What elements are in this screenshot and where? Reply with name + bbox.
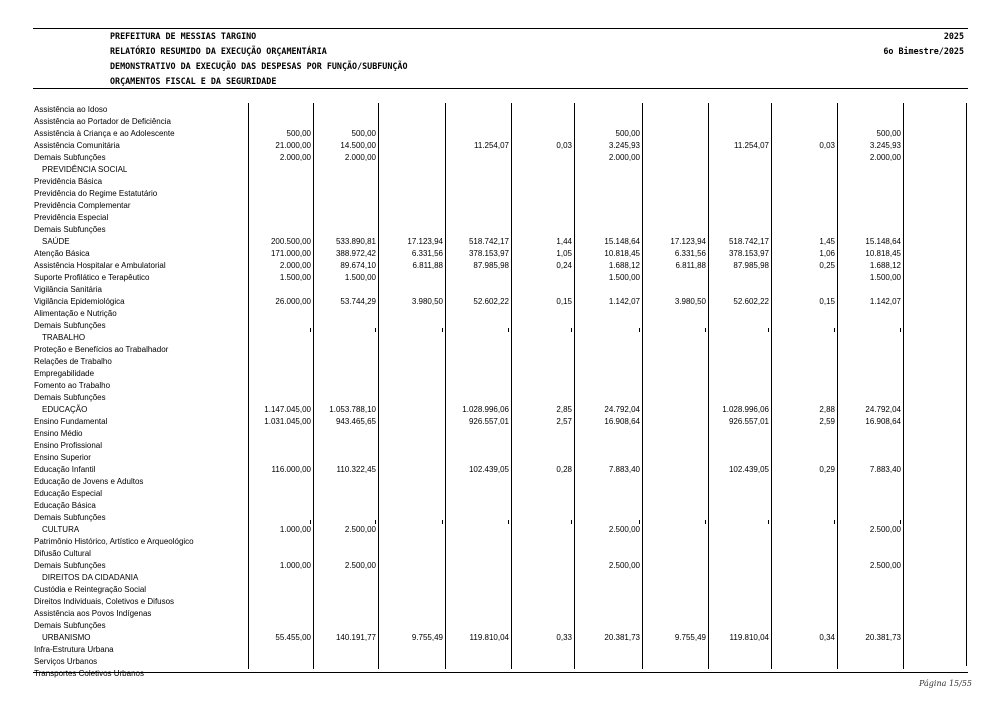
- subfunction-row: [0, 284, 1000, 296]
- value-cell: 3.245,93: [608, 141, 640, 150]
- subfunction-row: [0, 512, 1000, 524]
- row-label: Vigilância Sanitária: [34, 285, 102, 294]
- row-label: Suporte Profilático e Terapêutico: [34, 273, 150, 282]
- row-label: EDUCAÇÃO: [42, 405, 88, 414]
- value-cell: 1.142,07: [869, 297, 901, 306]
- value-cell: 16.908,64: [604, 417, 640, 426]
- row-label: Empregabilidade: [34, 369, 95, 378]
- subfunction-row: [0, 608, 1000, 620]
- subfunction-row: [0, 320, 1000, 332]
- budgets-title: ORÇAMENTOS FISCAL E DA SEGURIDADE: [110, 76, 277, 86]
- value-cell: 9.755,49: [674, 633, 706, 642]
- subfunction-row: [0, 620, 1000, 632]
- value-cell: 533.890,81: [335, 237, 376, 246]
- row-label: Previdência do Regime Estatutário: [34, 189, 158, 198]
- header-rule: [33, 88, 968, 89]
- subfunction-row: [0, 248, 1000, 260]
- value-cell: 2.000,00: [608, 153, 640, 162]
- value-cell: 518.742,17: [728, 237, 769, 246]
- value-cell: 1.688,12: [869, 261, 901, 270]
- value-cell: 0,24: [556, 261, 572, 270]
- row-label: Ensino Médio: [34, 429, 83, 438]
- subfunction-row: [0, 212, 1000, 224]
- demonstrative-title: DEMONSTRATIVO DA EXECUÇÃO DAS DESPESAS POR FUNÇÃO/SUBFUNÇÃO: [110, 61, 408, 71]
- value-cell: 2,59: [819, 417, 835, 426]
- value-cell: 15.148,64: [865, 237, 901, 246]
- value-cell: 1.142,07: [608, 297, 640, 306]
- value-cell: 943.465,65: [335, 417, 376, 426]
- period: 6o Bimestre/2025: [883, 46, 964, 56]
- value-cell: 500,00: [286, 129, 311, 138]
- value-cell: 0,25: [819, 261, 835, 270]
- value-cell: 2.500,00: [608, 525, 640, 534]
- subfunction-row: [0, 128, 1000, 140]
- value-cell: 6.811,88: [675, 261, 706, 270]
- subfunction-row: [0, 344, 1000, 356]
- value-cell: 7.883,40: [608, 465, 640, 474]
- row-label: Assistência aos Povos Indígenas: [34, 609, 152, 618]
- value-cell: 10.818,45: [865, 249, 901, 258]
- subfunction-row: [0, 596, 1000, 608]
- value-cell: 16.908,64: [865, 417, 901, 426]
- org-title: PREFEITURA DE MESSIAS TARGINO: [110, 31, 257, 41]
- value-cell: 52.602,22: [473, 297, 509, 306]
- subfunction-row: [0, 488, 1000, 500]
- value-cell: 2.500,00: [344, 561, 376, 570]
- row-label: Demais Subfunções: [34, 321, 106, 330]
- row-label: Demais Subfunções: [34, 153, 106, 162]
- value-cell: 15.148,64: [604, 237, 640, 246]
- value-cell: 9.755,49: [411, 633, 443, 642]
- value-cell: 1.147.045,00: [264, 405, 311, 414]
- subfunction-row: [0, 656, 1000, 668]
- value-cell: 200.500,00: [270, 237, 311, 246]
- value-cell: 14.500,00: [340, 141, 376, 150]
- value-cell: 1.000,00: [279, 561, 311, 570]
- row-label: URBANISMO: [42, 633, 91, 642]
- row-label: Previdência Especial: [34, 213, 109, 222]
- row-label: Educação de Jovens e Adultos: [34, 477, 144, 486]
- row-label: TRABALHO: [42, 333, 86, 342]
- value-cell: 116.000,00: [271, 465, 311, 474]
- value-cell: 55.455,00: [275, 633, 311, 642]
- row-label: Demais Subfunções: [34, 225, 106, 234]
- value-cell: 7.883,40: [869, 465, 901, 474]
- value-cell: 2,88: [819, 405, 835, 414]
- row-label: CULTURA: [42, 525, 80, 534]
- subfunction-row: [0, 500, 1000, 512]
- subfunction-row: [0, 668, 1000, 680]
- value-cell: 11.254,07: [474, 141, 509, 150]
- row-label: Previdência Básica: [34, 177, 103, 186]
- value-cell: 500,00: [615, 129, 640, 138]
- row-label: PREVIDÊNCIA SOCIAL: [42, 165, 128, 174]
- value-cell: 1,06: [819, 249, 835, 258]
- value-cell: 2.500,00: [608, 561, 640, 570]
- row-label: Patrimônio Histórico, Artístico e Arqueológico: [34, 537, 194, 546]
- function-row: [0, 404, 1000, 416]
- subfunction-row: [0, 188, 1000, 200]
- value-cell: 3.980,50: [411, 297, 443, 306]
- value-cell: 6.811,88: [412, 261, 443, 270]
- subfunction-row: [0, 152, 1000, 164]
- value-cell: 102.439,05: [728, 465, 769, 474]
- row-label: Ensino Profissional: [34, 441, 103, 450]
- row-label: SAÚDE: [42, 237, 70, 246]
- row-label: Ensino Superior: [34, 453, 91, 462]
- value-cell: 110.322,45: [336, 465, 376, 474]
- function-row: [0, 164, 1000, 176]
- value-cell: 1.500,00: [608, 273, 640, 282]
- page-number: Página 15/55: [919, 679, 972, 688]
- value-cell: 20.381,73: [865, 633, 901, 642]
- value-cell: 0,03: [819, 141, 835, 150]
- value-cell: 102.439,05: [468, 465, 509, 474]
- subfunction-row: [0, 560, 1000, 572]
- value-cell: 378.153,97: [468, 249, 509, 258]
- row-label: Demais Subfunções: [34, 561, 106, 570]
- row-label: Relações de Trabalho: [34, 357, 112, 366]
- value-cell: 2.500,00: [869, 525, 901, 534]
- value-cell: 87.985,98: [733, 261, 769, 270]
- row-label: Demais Subfunções: [34, 393, 106, 402]
- row-label: Educação Infantil: [34, 465, 96, 474]
- row-label: Educação Especial: [34, 489, 103, 498]
- subfunction-row: [0, 200, 1000, 212]
- value-cell: 518.742,17: [468, 237, 509, 246]
- value-cell: 2.000,00: [279, 261, 311, 270]
- row-label: Alimentação e Nutrição: [34, 309, 117, 318]
- row-label: Infra-Estrutura Urbana: [34, 645, 114, 654]
- row-label: Fomento ao Trabalho: [34, 381, 111, 390]
- function-row: [0, 332, 1000, 344]
- value-cell: 6.331,56: [674, 249, 706, 258]
- row-label: Assistência à Criança e ao Adolescente: [34, 129, 175, 138]
- value-cell: 17.123,94: [670, 237, 706, 246]
- row-label: Atenção Básica: [34, 249, 90, 258]
- value-cell: 926.557,01: [468, 417, 509, 426]
- value-cell: 0,33: [556, 633, 572, 642]
- value-cell: 0,28: [556, 465, 572, 474]
- value-cell: 500,00: [876, 129, 901, 138]
- report-title: RELATÓRIO RESUMIDO DA EXECUÇÃO ORÇAMENTÁRIA: [110, 46, 327, 56]
- value-cell: 171.000,00: [270, 249, 311, 258]
- subfunction-row: [0, 140, 1000, 152]
- row-label: DIREITOS DA CIDADANIA: [42, 573, 139, 582]
- value-cell: 3.245,93: [869, 141, 901, 150]
- value-cell: 0,15: [819, 297, 835, 306]
- function-row: [0, 524, 1000, 536]
- subfunction-row: [0, 116, 1000, 128]
- subfunction-row: [0, 392, 1000, 404]
- subfunction-row: [0, 440, 1000, 452]
- value-cell: 1.000,00: [279, 525, 311, 534]
- value-cell: 3.980,50: [674, 297, 706, 306]
- value-cell: 1.500,00: [344, 273, 376, 282]
- subfunction-row: [0, 356, 1000, 368]
- value-cell: 1.500,00: [279, 273, 311, 282]
- subfunction-row: [0, 644, 1000, 656]
- year: 2025: [943, 31, 964, 41]
- subfunction-row: [0, 548, 1000, 560]
- value-cell: 1.688,12: [608, 261, 640, 270]
- subfunction-row: [0, 260, 1000, 272]
- subfunction-row: [0, 428, 1000, 440]
- subfunction-row: [0, 536, 1000, 548]
- row-label: Proteção e Benefícios ao Trabalhador: [34, 345, 169, 354]
- row-label: Demais Subfunções: [34, 513, 106, 522]
- row-label: Assistência ao Portador de Deficiência: [34, 117, 171, 126]
- value-cell: 1.031.045,00: [264, 417, 311, 426]
- value-cell: 87.985,98: [473, 261, 509, 270]
- row-label: Educação Básica: [34, 501, 96, 510]
- value-cell: 1.500,00: [869, 273, 901, 282]
- row-label: Custódia e Reintegração Social: [34, 585, 147, 594]
- row-label: Transportes Coletivos Urbanos: [34, 669, 144, 678]
- row-label: Difusão Cultural: [34, 549, 91, 558]
- row-label: Ensino Fundamental: [34, 417, 108, 426]
- value-cell: 2,85: [556, 405, 572, 414]
- subfunction-row: [0, 272, 1000, 284]
- subfunction-row: [0, 296, 1000, 308]
- value-cell: 21.000,00: [275, 141, 311, 150]
- top-rule: [33, 28, 968, 29]
- row-label: Direitos Individuais, Coletivos e Difusos: [34, 597, 175, 606]
- value-cell: 52.602,22: [733, 297, 769, 306]
- value-cell: 24.792,04: [604, 405, 640, 414]
- value-cell: 1.028.996,06: [722, 405, 769, 414]
- value-cell: 0,34: [819, 633, 835, 642]
- value-cell: 500,00: [351, 129, 376, 138]
- function-row: [0, 236, 1000, 248]
- subfunction-row: [0, 176, 1000, 188]
- row-label: Previdência Complementar: [34, 201, 131, 210]
- value-cell: 1.053.788,10: [329, 405, 376, 414]
- value-cell: 2,57: [556, 417, 572, 426]
- subfunction-row: [0, 584, 1000, 596]
- value-cell: 0,15: [556, 297, 572, 306]
- function-row: [0, 572, 1000, 584]
- value-cell: 2.500,00: [344, 525, 376, 534]
- value-cell: 1,05: [556, 249, 572, 258]
- row-label: Serviços Urbanos: [34, 657, 98, 666]
- subfunction-row: [0, 368, 1000, 380]
- value-cell: 10.818,45: [604, 249, 640, 258]
- value-cell: 53.744,29: [340, 297, 376, 306]
- row-label: Vigilância Epidemiológica: [34, 297, 125, 306]
- value-cell: 26.000,00: [275, 297, 311, 306]
- row-label: Assistência Comunitária: [34, 141, 120, 150]
- row-label: Assistência Hospitalar e Ambulatorial: [34, 261, 166, 270]
- function-row: [0, 632, 1000, 644]
- subfunction-row: [0, 308, 1000, 320]
- value-cell: 2.500,00: [869, 561, 901, 570]
- value-cell: 1,45: [819, 237, 835, 246]
- value-cell: 1.028.996,06: [462, 405, 509, 414]
- row-label: Demais Subfunções: [34, 621, 106, 630]
- value-cell: 89.674,10: [340, 261, 376, 270]
- subfunction-row: [0, 224, 1000, 236]
- value-cell: 11.254,07: [734, 141, 769, 150]
- subfunction-row: [0, 104, 1000, 116]
- subfunction-row: [0, 416, 1000, 428]
- value-cell: 119.810,04: [729, 633, 769, 642]
- value-cell: 1,44: [556, 237, 572, 246]
- value-cell: 2.000,00: [344, 153, 376, 162]
- value-cell: 6.331,56: [411, 249, 443, 258]
- value-cell: 140.191,77: [335, 633, 376, 642]
- subfunction-row: [0, 452, 1000, 464]
- value-cell: 388.972,42: [335, 249, 376, 258]
- subfunction-row: [0, 380, 1000, 392]
- value-cell: 119.810,04: [469, 633, 509, 642]
- value-cell: 926.557,01: [728, 417, 769, 426]
- value-cell: 0,29: [819, 465, 835, 474]
- value-cell: 24.792,04: [865, 405, 901, 414]
- row-label: Assistência ao Idoso: [34, 105, 108, 114]
- value-cell: 2.000,00: [279, 153, 311, 162]
- value-cell: 20.381,73: [604, 633, 640, 642]
- value-cell: 378.153,97: [728, 249, 769, 258]
- value-cell: 2.000,00: [869, 153, 901, 162]
- subfunction-row: [0, 464, 1000, 476]
- value-cell: 0,03: [556, 141, 572, 150]
- value-cell: 17.123,94: [407, 237, 443, 246]
- subfunction-row: [0, 476, 1000, 488]
